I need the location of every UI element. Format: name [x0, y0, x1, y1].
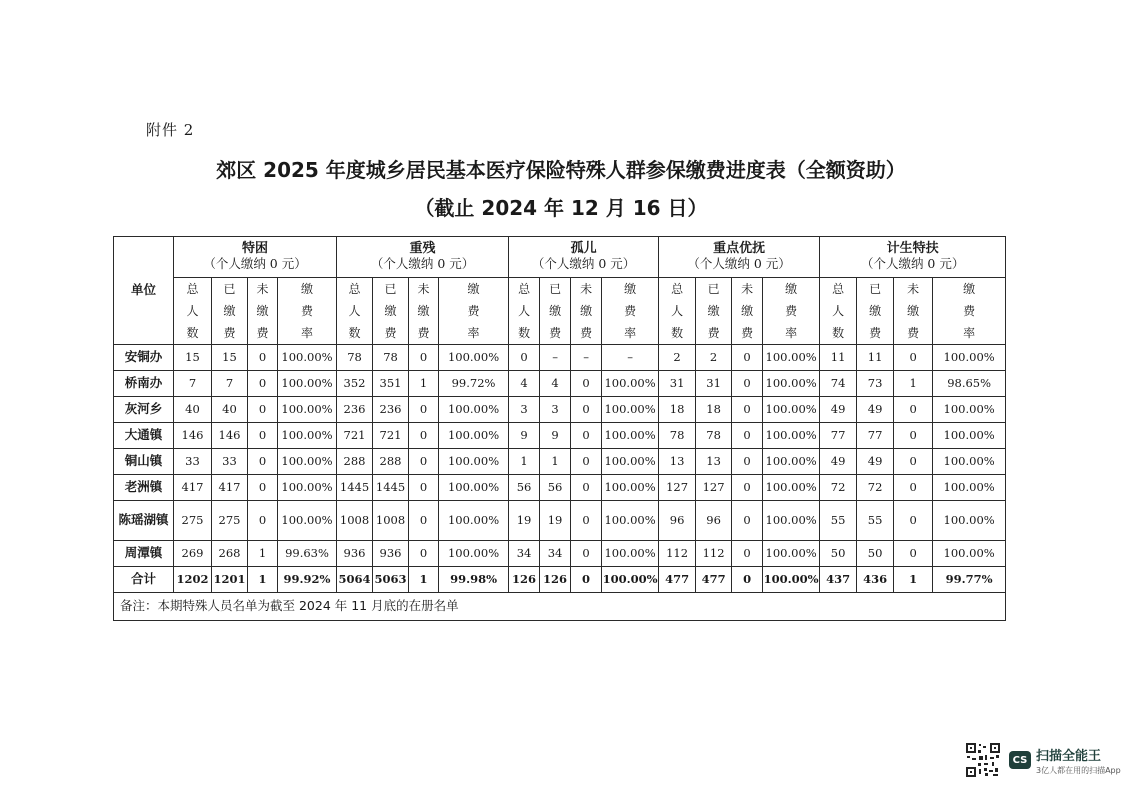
table-cell: 1	[248, 541, 278, 567]
total-header: 总人数	[174, 278, 212, 345]
table-cell: 40	[174, 397, 212, 423]
table-cell: 0	[571, 449, 602, 475]
table-cell: 100.00%	[763, 397, 820, 423]
table-cell: 19	[540, 501, 571, 541]
table-cell: 0	[248, 371, 278, 397]
table-cell: –	[602, 345, 659, 371]
table-cell: 100.00%	[933, 345, 1006, 371]
row-unit-name: 安铜办	[114, 345, 174, 371]
table-cell: 100.00%	[602, 567, 659, 593]
table-cell: 1	[409, 371, 439, 397]
table-cell: 146	[212, 423, 248, 449]
table-cell: 0	[571, 541, 602, 567]
paid-header: 已缴费	[857, 278, 894, 345]
table-cell: 0	[732, 449, 763, 475]
row-unit-name: 合计	[114, 567, 174, 593]
table-cell: 1	[540, 449, 571, 475]
table-cell: 7	[212, 371, 248, 397]
table-cell: 936	[373, 541, 409, 567]
table-cell: 100.00%	[933, 475, 1006, 501]
table-cell: 1	[894, 567, 933, 593]
table-cell: 98.65%	[933, 371, 1006, 397]
document-title: 郊区 2025 年度城乡居民基本医疗保险特殊人群参保缴费进度表（全额资助）	[216, 158, 906, 182]
table-cell: 100.00%	[763, 541, 820, 567]
table-cell: 0	[409, 475, 439, 501]
table-cell: 0	[894, 501, 933, 541]
table-cell: 100.00%	[439, 345, 509, 371]
category-header: 计生特扶 （个人缴纳 0 元）	[820, 237, 1006, 278]
unpaid-header: 未缴费	[409, 278, 439, 345]
table-cell: 0	[732, 423, 763, 449]
table-cell: 0	[732, 541, 763, 567]
unpaid-header: 未缴费	[894, 278, 933, 345]
table-row	[114, 345, 1006, 371]
progress-table	[113, 236, 1006, 621]
table-cell: 15	[212, 345, 248, 371]
table-cell: 100.00%	[278, 449, 337, 475]
table-cell: 4	[540, 371, 571, 397]
table-cell: 351	[373, 371, 409, 397]
table-cell: 0	[248, 501, 278, 541]
table-cell: 78	[659, 423, 696, 449]
table-cell: 100.00%	[439, 397, 509, 423]
table-cell: 0	[571, 397, 602, 423]
table-cell: 0	[409, 423, 439, 449]
table-cell: 417	[174, 475, 212, 501]
table-cell: 236	[373, 397, 409, 423]
table-cell: 437	[820, 567, 857, 593]
table-cell: 100.00%	[763, 475, 820, 501]
document-subtitle: （截止 2024 年 12 月 16 日）	[414, 196, 708, 220]
table-cell: 100.00%	[278, 371, 337, 397]
rate-header: 缴费率	[763, 278, 820, 345]
table-cell: 74	[820, 371, 857, 397]
row-unit-name: 大通镇	[114, 423, 174, 449]
table-cell: 100.00%	[278, 501, 337, 541]
table-cell: 56	[540, 475, 571, 501]
table-cell: 2	[659, 345, 696, 371]
row-unit-name: 周潭镇	[114, 541, 174, 567]
table-cell: 0	[409, 449, 439, 475]
total-header: 总人数	[337, 278, 373, 345]
table-cell: 9	[509, 423, 540, 449]
table-cell: 96	[659, 501, 696, 541]
table-cell: 100.00%	[439, 501, 509, 541]
camscanner-logo: CS	[1009, 751, 1031, 769]
table-cell: –	[571, 345, 602, 371]
table-cell: 417	[212, 475, 248, 501]
row-unit-name: 铜山镇	[114, 449, 174, 475]
total-header: 总人数	[509, 278, 540, 345]
table-cell: 0	[248, 449, 278, 475]
table-cell: 100.00%	[933, 501, 1006, 541]
table-cell: 268	[212, 541, 248, 567]
subheader-row	[114, 278, 1006, 345]
category-header: 重点优抚 （个人缴纳 0 元）	[659, 237, 820, 278]
table-cell: 0	[571, 567, 602, 593]
total-header: 总人数	[659, 278, 696, 345]
table-cell: 100.00%	[763, 449, 820, 475]
table-cell: 0	[732, 371, 763, 397]
table-row	[114, 501, 1006, 541]
table-cell: 0	[571, 501, 602, 541]
table-cell: 100.00%	[278, 345, 337, 371]
row-unit-name: 老洲镇	[114, 475, 174, 501]
table-cell: 40	[212, 397, 248, 423]
table-row	[114, 475, 1006, 501]
paid-header: 已缴费	[540, 278, 571, 345]
table-cell: 0	[894, 345, 933, 371]
row-unit-name: 陈瑶湖镇	[114, 501, 174, 541]
total-row	[114, 567, 1006, 593]
category-header: 特困 （个人缴纳 0 元）	[174, 237, 337, 278]
category-header-row	[114, 237, 1006, 278]
table-cell: 721	[337, 423, 373, 449]
table-cell: 127	[659, 475, 696, 501]
table-cell: 100.00%	[602, 371, 659, 397]
table-cell: 100.00%	[763, 371, 820, 397]
table-cell: 50	[857, 541, 894, 567]
table-cell: 1008	[373, 501, 409, 541]
table-body	[114, 237, 1006, 621]
table-cell: 7	[174, 371, 212, 397]
table-cell: 99.63%	[278, 541, 337, 567]
table-cell: 100.00%	[763, 423, 820, 449]
total-header: 总人数	[820, 278, 857, 345]
table-cell: 13	[659, 449, 696, 475]
table-cell: 34	[540, 541, 571, 567]
scanner-watermark	[965, 742, 1121, 778]
table-cell: 0	[248, 475, 278, 501]
table-cell: 49	[820, 449, 857, 475]
table-cell: 0	[248, 423, 278, 449]
table-cell: 78	[337, 345, 373, 371]
table-cell: 0	[732, 501, 763, 541]
table-cell: 436	[857, 567, 894, 593]
table-cell: 100.00%	[278, 397, 337, 423]
table-cell: 50	[820, 541, 857, 567]
table-cell: 1	[894, 371, 933, 397]
table-cell: 0	[894, 475, 933, 501]
table-cell: 72	[857, 475, 894, 501]
table-cell: 100.00%	[933, 423, 1006, 449]
table-cell: 99.98%	[439, 567, 509, 593]
table-cell: –	[540, 345, 571, 371]
table-cell: 126	[540, 567, 571, 593]
category-header: 孤儿 （个人缴纳 0 元）	[509, 237, 659, 278]
table-cell: 99.72%	[439, 371, 509, 397]
table-cell: 0	[571, 371, 602, 397]
table-cell: 1445	[373, 475, 409, 501]
table-cell: 5063	[373, 567, 409, 593]
table-cell: 275	[212, 501, 248, 541]
table-cell: 112	[696, 541, 732, 567]
table-cell: 275	[174, 501, 212, 541]
table-cell: 0	[409, 397, 439, 423]
table-cell: 100.00%	[439, 449, 509, 475]
table-cell: 18	[659, 397, 696, 423]
table-cell: 1008	[337, 501, 373, 541]
table-cell: 0	[571, 475, 602, 501]
table-cell: 1202	[174, 567, 212, 593]
table-cell: 288	[337, 449, 373, 475]
note-row	[114, 593, 1006, 621]
table-cell: 100.00%	[278, 423, 337, 449]
table-cell: 100.00%	[933, 541, 1006, 567]
table-cell: 15	[174, 345, 212, 371]
table-cell: 146	[174, 423, 212, 449]
table-cell: 100.00%	[439, 423, 509, 449]
table-cell: 55	[820, 501, 857, 541]
table-cell: 100.00%	[602, 475, 659, 501]
table-cell: 49	[820, 397, 857, 423]
table-cell: 99.92%	[278, 567, 337, 593]
table-cell: 99.77%	[933, 567, 1006, 593]
table-cell: 96	[696, 501, 732, 541]
rate-header: 缴费率	[933, 278, 1006, 345]
table-cell: 0	[894, 541, 933, 567]
table-cell: 0	[894, 449, 933, 475]
table-cell: 4	[509, 371, 540, 397]
table-cell: 34	[509, 541, 540, 567]
row-unit-name: 灰河乡	[114, 397, 174, 423]
table-cell: 100.00%	[933, 449, 1006, 475]
table-cell: 56	[509, 475, 540, 501]
unit-header: 单位	[114, 237, 174, 345]
table-cell: 0	[894, 397, 933, 423]
table-cell: 100.00%	[602, 423, 659, 449]
table-cell: 112	[659, 541, 696, 567]
table-cell: 0	[409, 345, 439, 371]
table-row	[114, 397, 1006, 423]
unpaid-header: 未缴费	[571, 278, 602, 345]
table-cell: 19	[509, 501, 540, 541]
table-cell: 11	[820, 345, 857, 371]
table-cell: 73	[857, 371, 894, 397]
table-cell: 78	[696, 423, 732, 449]
table-cell: 78	[373, 345, 409, 371]
table-cell: 0	[509, 345, 540, 371]
table-cell: 31	[696, 371, 732, 397]
table-cell: 100.00%	[439, 541, 509, 567]
table-cell: 1	[509, 449, 540, 475]
table-cell: 0	[894, 423, 933, 449]
table-cell: 0	[571, 423, 602, 449]
table-cell: 0	[409, 501, 439, 541]
unpaid-header: 未缴费	[732, 278, 763, 345]
table-cell: 1	[409, 567, 439, 593]
paid-header: 已缴费	[373, 278, 409, 345]
row-unit-name: 桥南办	[114, 371, 174, 397]
table-cell: 100.00%	[278, 475, 337, 501]
brand-tagline: 3亿人都在用的扫描App	[1036, 765, 1121, 775]
table-cell: 100.00%	[602, 541, 659, 567]
table-cell: 0	[248, 397, 278, 423]
table-cell: 100.00%	[763, 567, 820, 593]
rate-header: 缴费率	[602, 278, 659, 345]
table-cell: 269	[174, 541, 212, 567]
rate-header: 缴费率	[439, 278, 509, 345]
table-cell: 3	[509, 397, 540, 423]
table-cell: 5064	[337, 567, 373, 593]
table-cell: 100.00%	[602, 501, 659, 541]
table-cell: 2	[696, 345, 732, 371]
table-cell: 0	[732, 567, 763, 593]
table-cell: 1445	[337, 475, 373, 501]
attachment-label: 附件 2	[146, 121, 195, 139]
table-cell: 55	[857, 501, 894, 541]
table-cell: 77	[820, 423, 857, 449]
table-row	[114, 449, 1006, 475]
table-cell: 236	[337, 397, 373, 423]
table-cell: 1	[248, 567, 278, 593]
brand-block	[1036, 745, 1121, 776]
table-cell: 49	[857, 449, 894, 475]
rate-header: 缴费率	[278, 278, 337, 345]
table-cell: 100.00%	[763, 501, 820, 541]
table-cell: 0	[732, 475, 763, 501]
table-cell: 1201	[212, 567, 248, 593]
table-cell: 18	[696, 397, 732, 423]
table-cell: 33	[212, 449, 248, 475]
table-cell: 33	[174, 449, 212, 475]
table-cell: 477	[659, 567, 696, 593]
qr-code-icon	[965, 742, 1001, 778]
table-cell: 100.00%	[602, 449, 659, 475]
table-cell: 0	[409, 541, 439, 567]
paid-header: 已缴费	[212, 278, 248, 345]
table-cell: 100.00%	[933, 397, 1006, 423]
table-row	[114, 371, 1006, 397]
category-header: 重残 （个人缴纳 0 元）	[337, 237, 509, 278]
table-cell: 126	[509, 567, 540, 593]
table-cell: 100.00%	[439, 475, 509, 501]
unpaid-header: 未缴费	[248, 278, 278, 345]
paid-header: 已缴费	[696, 278, 732, 345]
table-cell: 288	[373, 449, 409, 475]
table-cell: 721	[373, 423, 409, 449]
table-cell: 9	[540, 423, 571, 449]
table-cell: 936	[337, 541, 373, 567]
table-row	[114, 423, 1006, 449]
table-cell: 49	[857, 397, 894, 423]
brand-name: 扫描全能王	[1036, 748, 1102, 764]
table-note: 备注：本期特殊人员名单为截至 2024 年 11 月底的在册名单	[114, 593, 1006, 621]
table-row	[114, 541, 1006, 567]
table-cell: 11	[857, 345, 894, 371]
table-cell: 72	[820, 475, 857, 501]
table-cell: 31	[659, 371, 696, 397]
table-cell: 477	[696, 567, 732, 593]
table-cell: 3	[540, 397, 571, 423]
table-cell: 13	[696, 449, 732, 475]
table-cell: 0	[732, 345, 763, 371]
table-cell: 352	[337, 371, 373, 397]
table-cell: 127	[696, 475, 732, 501]
table-cell: 77	[857, 423, 894, 449]
table-cell: 0	[248, 345, 278, 371]
table-cell: 0	[732, 397, 763, 423]
table-cell: 100.00%	[763, 345, 820, 371]
table-cell: 100.00%	[602, 397, 659, 423]
